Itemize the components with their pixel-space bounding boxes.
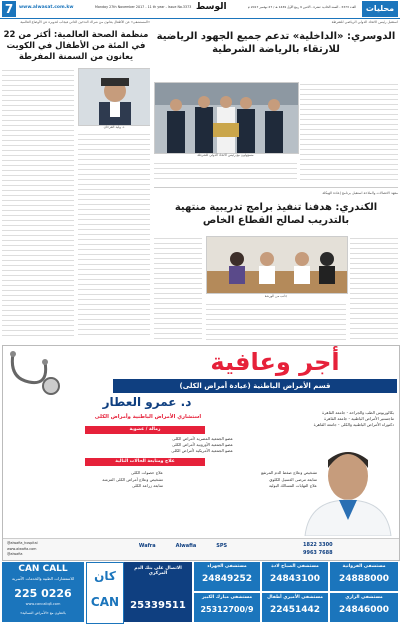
social-web[interactable]: www.alwafia.com <box>7 546 37 551</box>
article-left <box>2 20 150 342</box>
credential-item: ماجستير الأمراض الباطنية - جامعة القاهرة <box>324 416 394 421</box>
hospital-name: مستشفى الرازي <box>345 595 383 600</box>
ad-doctor-title: استشاري الأمراض الباطنية وأمراض الكلى <box>94 414 202 420</box>
article-top-kicker: استقبل رئيس الاتحاد الدولي الرياضي للشرطة <box>331 20 398 24</box>
phone-2[interactable]: 9963 7688 <box>303 550 333 556</box>
cancall-phone[interactable]: 225 0226 <box>14 587 72 600</box>
hospital-name: مستشفى الصباح لادة <box>271 564 319 569</box>
stethoscope-icon <box>5 348 75 398</box>
service-item: تشخيص وعلاج أمراض الكلى المزمنة <box>102 476 163 482</box>
ad-fellowships <box>63 436 233 454</box>
page-footer <box>2 562 398 627</box>
logo-sps: SPS <box>216 543 228 549</box>
article-top-photo <box>154 82 299 154</box>
hospital-name: مستشفى الأميري أطفال <box>267 595 323 600</box>
hospital-cell <box>262 593 328 622</box>
cancall-title: CAN CALL <box>18 564 68 574</box>
footer-note: بالتعاون مع «الأمراض النسائية» <box>20 611 66 615</box>
hotline-block <box>124 562 192 622</box>
article-left-body-col1 <box>2 68 74 338</box>
hospital-phone[interactable]: 22451442 <box>269 605 321 615</box>
hospital-name: مستشفى مبارك الكبير <box>201 595 253 600</box>
logo-wafra: Wafra <box>138 543 156 549</box>
service-item: متابعة مرضى الغسيل الكلوي <box>269 476 317 482</box>
hospital-name: مستشفى الجهراء <box>207 564 247 569</box>
hospital-name: مستشفى الفروانية <box>342 564 386 569</box>
article-mid <box>154 187 398 343</box>
article-top-body <box>300 82 398 182</box>
article-top-body-bottom <box>154 161 297 183</box>
fellowship-item: عضو الجمعية الأمريكية لأمراض الكلى <box>171 448 233 453</box>
article-mid-body-right <box>350 236 398 340</box>
hospitals-grid <box>194 562 398 622</box>
ad-services-label: علاج ومتابعة الحالات التالية <box>85 458 205 466</box>
ad-brand-subtitle: قسم الأمراض الباطنية (عيادة أمراض الكلى) <box>113 379 397 393</box>
ad-credentials <box>239 410 394 428</box>
cancall-logo <box>86 562 124 624</box>
hospital-phone[interactable]: 24849252 <box>201 574 253 584</box>
social-twitter[interactable]: @alwafia <box>7 552 23 556</box>
newspaper-logo: الوسط <box>196 2 227 12</box>
article-left-headline: منظمة الصحة العالمية: أكثر من 22 في المئة من الأطفال في الكويت يعانون من السمنة المفرطة <box>3 30 149 62</box>
hospital-cell <box>330 562 398 591</box>
ad-doctor-name: د. عمرو العطار <box>102 395 192 409</box>
social-instagram[interactable]: @alwafia_hospital <box>7 541 38 545</box>
article-left-photo-caption: د. وليد الفرحان <box>103 125 125 129</box>
hospital-phone[interactable]: 24843100 <box>269 574 321 584</box>
cancall-logo-en: CAN <box>90 595 120 609</box>
hospital-phone[interactable]: 24846000 <box>338 605 390 615</box>
ad-phones <box>303 541 395 557</box>
date-line: Monday 27th November 2017 - 11 th year - Issue No.3373 <box>95 5 192 9</box>
ad-logos <box>83 543 283 549</box>
hotline-number[interactable]: 25339511 <box>130 600 186 611</box>
ad-fellowship-label: زمالة / عضوية <box>85 426 205 434</box>
article-top <box>154 20 398 184</box>
article-top-headline: الدوسري: «الداخلية» تدعم جميع الجهود الرياضية للارتقاء بالرياضة الشرطية <box>156 31 396 55</box>
fellowship-item: عضو الجمعية المصرية لأمراض الكلى <box>172 436 233 441</box>
article-mid-photo-caption: جانب من الورشة <box>264 294 288 298</box>
ad-services <box>17 470 317 490</box>
phone-1[interactable]: 1822 3300 <box>303 542 333 548</box>
hospital-cell <box>194 562 260 591</box>
article-left-kicker: «المستشفى» عن الأطفال يعانون من شراك التدخين الذاتي فيجاب لتدويره عن الأوضاع العالمية <box>20 20 150 24</box>
hospital-cell <box>330 593 398 622</box>
article-mid-headline: الكندري: هدفنا تنفيذ برامج تدريبية منتهية بالتدريب لصالح القطاع الخاص <box>174 202 378 226</box>
article-mid-body-left <box>154 236 202 340</box>
credential-item: دكتوراه الأمراض الباطنية والكلى - جامعة القاهرة <box>313 422 394 427</box>
cancall-logo-ar: كان <box>94 569 116 583</box>
logo-alwafia: Alwafia <box>175 543 197 549</box>
service-item: علاج حصوات الكلى <box>131 470 163 475</box>
hospital-phone[interactable]: 24888000 <box>338 574 390 584</box>
hospital-cell <box>262 562 328 591</box>
service-item: علاج التهابات المسالك البولية <box>268 483 317 488</box>
article-top-photo-caption: مسؤولون مع رئيس الاتحاد الدولي للشرطة <box>197 153 254 157</box>
page-header <box>0 0 400 19</box>
cancall-web[interactable]: www.cancallq8.com <box>25 602 61 606</box>
page-number: 7 <box>2 1 16 17</box>
ad-brand-title: أجر وعافية <box>210 348 340 376</box>
ad-contact-bar <box>3 538 399 561</box>
cancall-subtitle: للاستشارات الطبية والخدمات الأسرية <box>11 576 75 581</box>
issue-line: العدد 3373 - السنة الحادية عشرة - الاثنين 9 ربيع الأول 1439 هـ / 27 نوفمبر 2017 م <box>247 5 356 9</box>
service-item: متابعة زراعة الكلى <box>131 483 163 488</box>
article-mid-photo <box>206 236 348 294</box>
hotline-label: الاتصال على بنك الدم المركزي <box>134 566 182 576</box>
article-mid-body-bottom <box>206 302 346 340</box>
doctor-ad <box>2 345 400 561</box>
hospital-phone[interactable]: 25312700/9 <box>200 605 254 614</box>
article-mid-kicker: معهد الاتصالات والملاحة استقبل برنامج إعادة الهيكلة <box>322 191 398 195</box>
fellowship-item: عضو الجمعية الأوروبية لأمراض الكلى <box>172 442 233 447</box>
doctor-photo <box>299 438 397 536</box>
site-url[interactable]: www.alwasat.com.kw <box>19 5 74 10</box>
article-left-photo <box>78 68 150 126</box>
cancall-block <box>2 562 84 622</box>
ad-social-list <box>7 541 77 558</box>
section-title: محليات <box>362 1 398 17</box>
hospital-cell <box>194 593 260 622</box>
credential-item: بكالوريوس الطب والجراحة - جامعة القاهرة <box>322 410 394 415</box>
article-left-body-col2 <box>78 132 150 338</box>
service-item: تشخيص وعلاج ضغط الدم المرتفع <box>261 470 317 475</box>
